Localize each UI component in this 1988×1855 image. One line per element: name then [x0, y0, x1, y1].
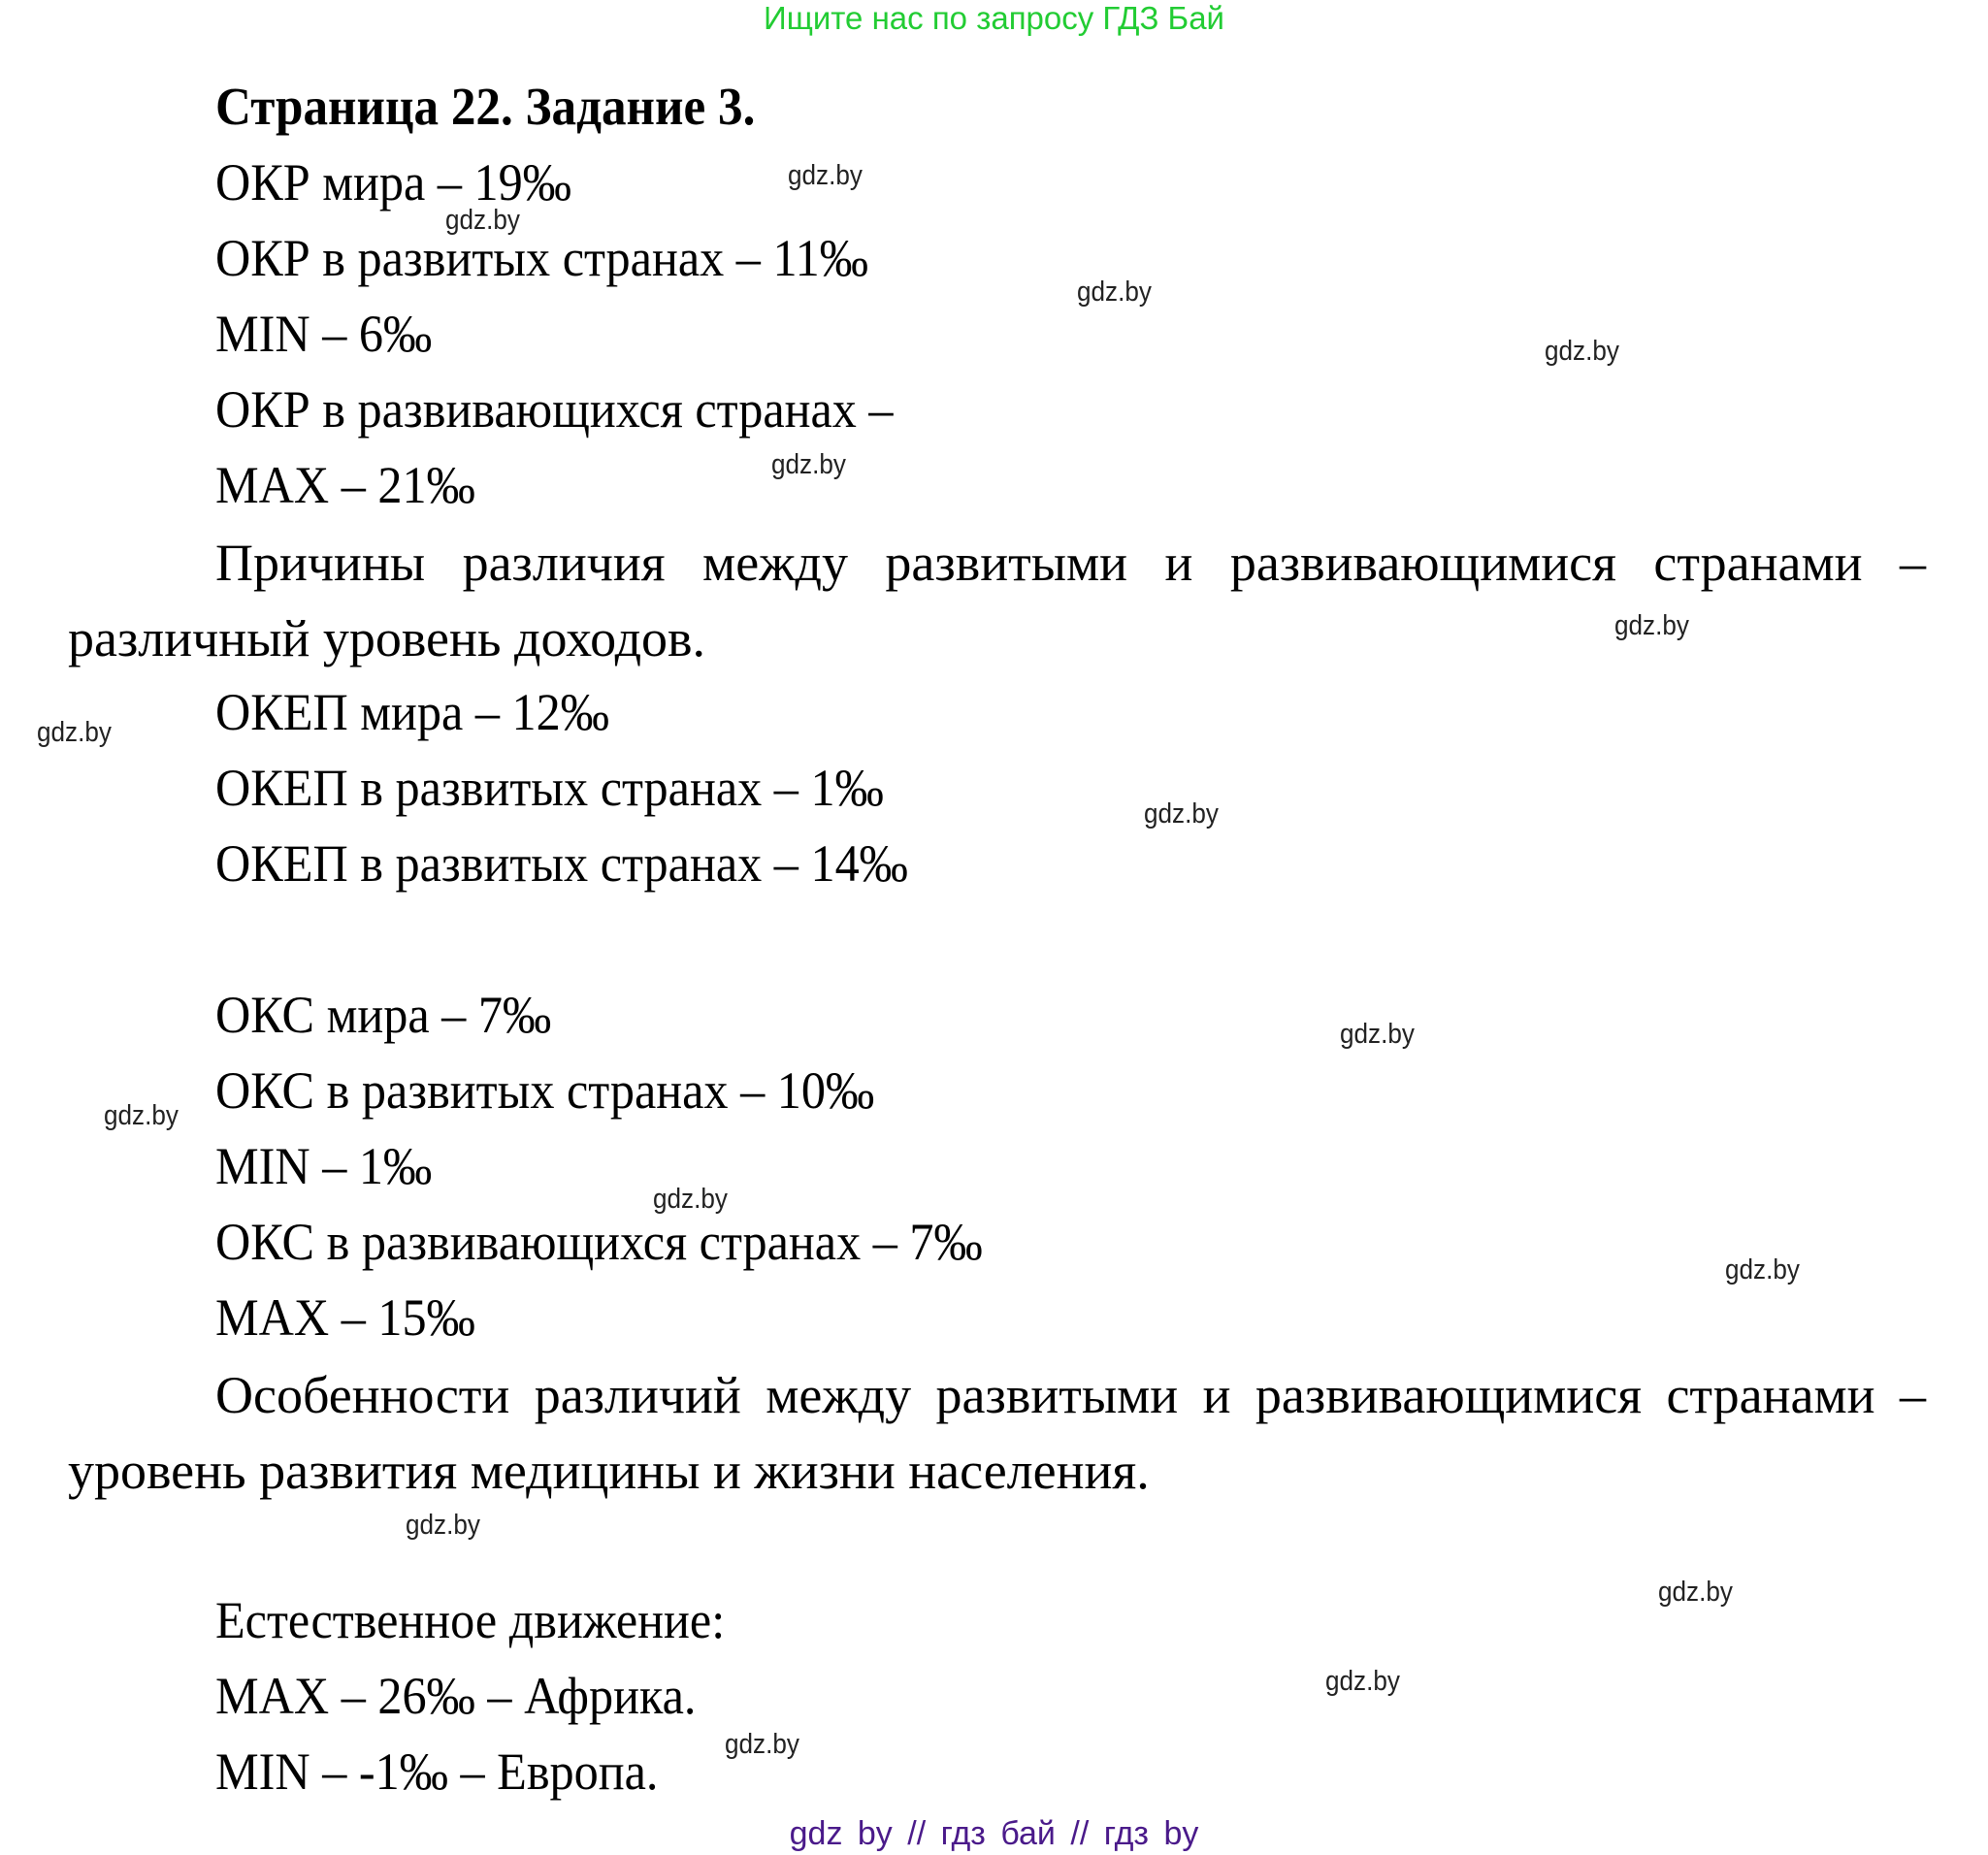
text-line: MAX – 26‰ – Африка.: [215, 1667, 697, 1725]
watermark: gdz.by: [1545, 336, 1619, 367]
watermark: gdz.by: [1340, 1019, 1415, 1050]
search-banner: Ищите нас по запросу ГДЗ Бай: [764, 0, 1224, 36]
watermark: gdz.by: [788, 160, 863, 191]
watermark: gdz.by: [1658, 1577, 1733, 1608]
watermark: gdz.by: [1725, 1254, 1800, 1285]
text-line: MAX – 15‰: [215, 1288, 475, 1347]
watermark: gdz.by: [1614, 610, 1689, 641]
watermark: gdz.by: [104, 1100, 179, 1131]
paragraph-reasons: Причины различия между развитыми и развивающимися странами – различный уровень доходов.: [68, 534, 1926, 667]
text-line: MIN – 1‰: [215, 1137, 433, 1195]
watermark: gdz.by: [1144, 798, 1219, 830]
watermark: gdz.by: [37, 717, 112, 748]
watermark: gdz.by: [725, 1729, 799, 1760]
watermark: gdz.by: [406, 1510, 480, 1541]
watermark: gdz.by: [1325, 1666, 1400, 1697]
watermark: gdz.by: [653, 1184, 728, 1215]
paragraph-features: Особенности различий между развитыми и развивающимися странами – уровень развития медицины и жизни населения.: [68, 1366, 1926, 1500]
text-line: ОКР в развивающихся странах –: [215, 380, 894, 439]
watermark: gdz.by: [1077, 277, 1152, 308]
text-line: Естественное движение:: [215, 1591, 726, 1649]
text-line: ОКС в развитых странах – 10‰: [215, 1061, 875, 1120]
page-title: Страница 22. Задание 3.: [215, 77, 756, 136]
watermark: gdz.by: [771, 449, 846, 480]
text-line: MIN – -1‰ – Европа.: [215, 1742, 659, 1801]
text-line: ОКР мира – 19‰: [215, 153, 571, 212]
text-line: ОКЕП в развитых странах – 1‰: [215, 759, 884, 817]
text-line: ОКЕП мира – 12‰: [215, 683, 609, 741]
text-line: ОКР в развитых странах – 11‰: [215, 229, 869, 287]
footer-links: gdz by // гдз бай // гдз by: [789, 1815, 1199, 1852]
text-line: MIN – 6‰: [215, 305, 433, 363]
text-line: ОКЕП в развитых странах – 14‰: [215, 834, 908, 893]
watermark: gdz.by: [445, 205, 520, 236]
text-line: MAX – 21‰: [215, 456, 475, 514]
text-line: ОКС мира – 7‰: [215, 986, 552, 1044]
text-line: ОКС в развивающихся странах – 7‰: [215, 1213, 983, 1271]
